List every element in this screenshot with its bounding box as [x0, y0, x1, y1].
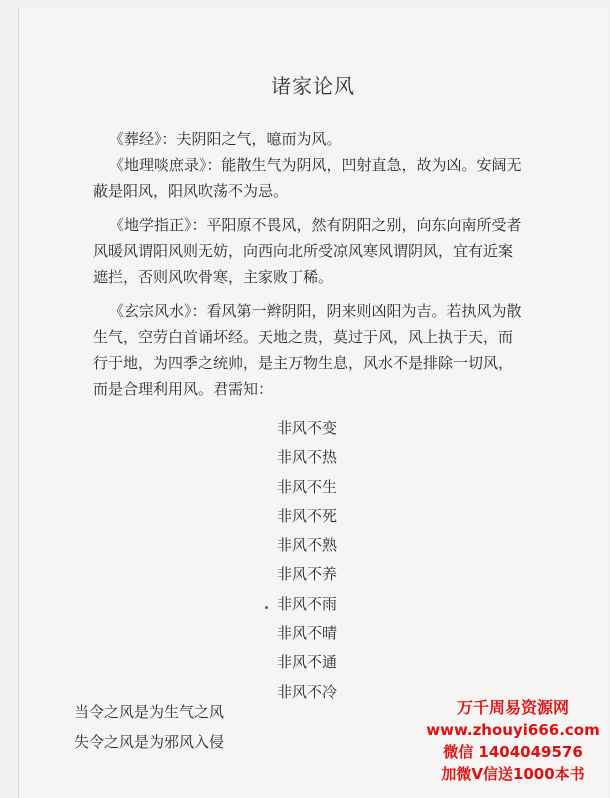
- watermark-wechat: 微信 1404049576: [443, 743, 583, 761]
- verse-line: 非风不变: [277, 419, 338, 437]
- paragraph-3: 《地学指正》：平阳原不畏风，然有阴阳之别，向东向南所受者风暖风谓阳风则无妨，向西向北所受凉风寒风谓阴风，宜有近案遮拦，否则风吹骨寒，主家败丁稀。: [93, 216, 522, 286]
- watermark-site-name: 万千周易资源网: [456, 698, 569, 717]
- verse-line: 非风不通: [277, 653, 338, 672]
- closing-lines: [74, 697, 224, 757]
- verse-line: 非风不熟: [277, 536, 338, 555]
- verse-line: 非风不热: [277, 448, 338, 467]
- verse-line: 非风不雨: [277, 594, 338, 613]
- page-title: 诸家论风: [271, 74, 355, 98]
- verse-line: 非风不养: [277, 565, 338, 584]
- verse-line: 非风不晴: [277, 624, 338, 643]
- watermark-promo: 加微V信送1000本书: [441, 765, 585, 783]
- watermark: [418, 697, 608, 785]
- paragraph-2: 《地理啖庶录》：能散生气为阴风，凹射直急，故为凶。安阔无蔽是阳风，阳风吹荡不为忌。: [93, 156, 522, 200]
- verse-line: 非风不死: [277, 506, 338, 525]
- closing-line: 失令之风是为邪风入侵: [74, 733, 225, 751]
- verse-list: [277, 414, 337, 707]
- paragraph-4: 《玄宗风水》：看风第一辫阴阳，阴来则凶阳为吉。若执风为散生气，空劳白首诵坏经。天地之贵，莫过于风，风上执于天，而行于地，为四季之统帅，是主万物生息，风水不是排除一切风，而是合理利用风。君需知：: [93, 302, 522, 398]
- watermark-url: www.zhouyi666.com: [426, 721, 600, 739]
- paragraph-1: 《葬经》：夫阴阳之气，噫而为风。: [109, 130, 342, 148]
- verse-line: 非风不冷: [277, 682, 338, 701]
- book-page: [18, 8, 607, 798]
- speck-mark: [265, 606, 268, 609]
- closing-line: 当令之风是为生气之风: [74, 703, 225, 721]
- verse-line: 非风不生: [277, 477, 338, 496]
